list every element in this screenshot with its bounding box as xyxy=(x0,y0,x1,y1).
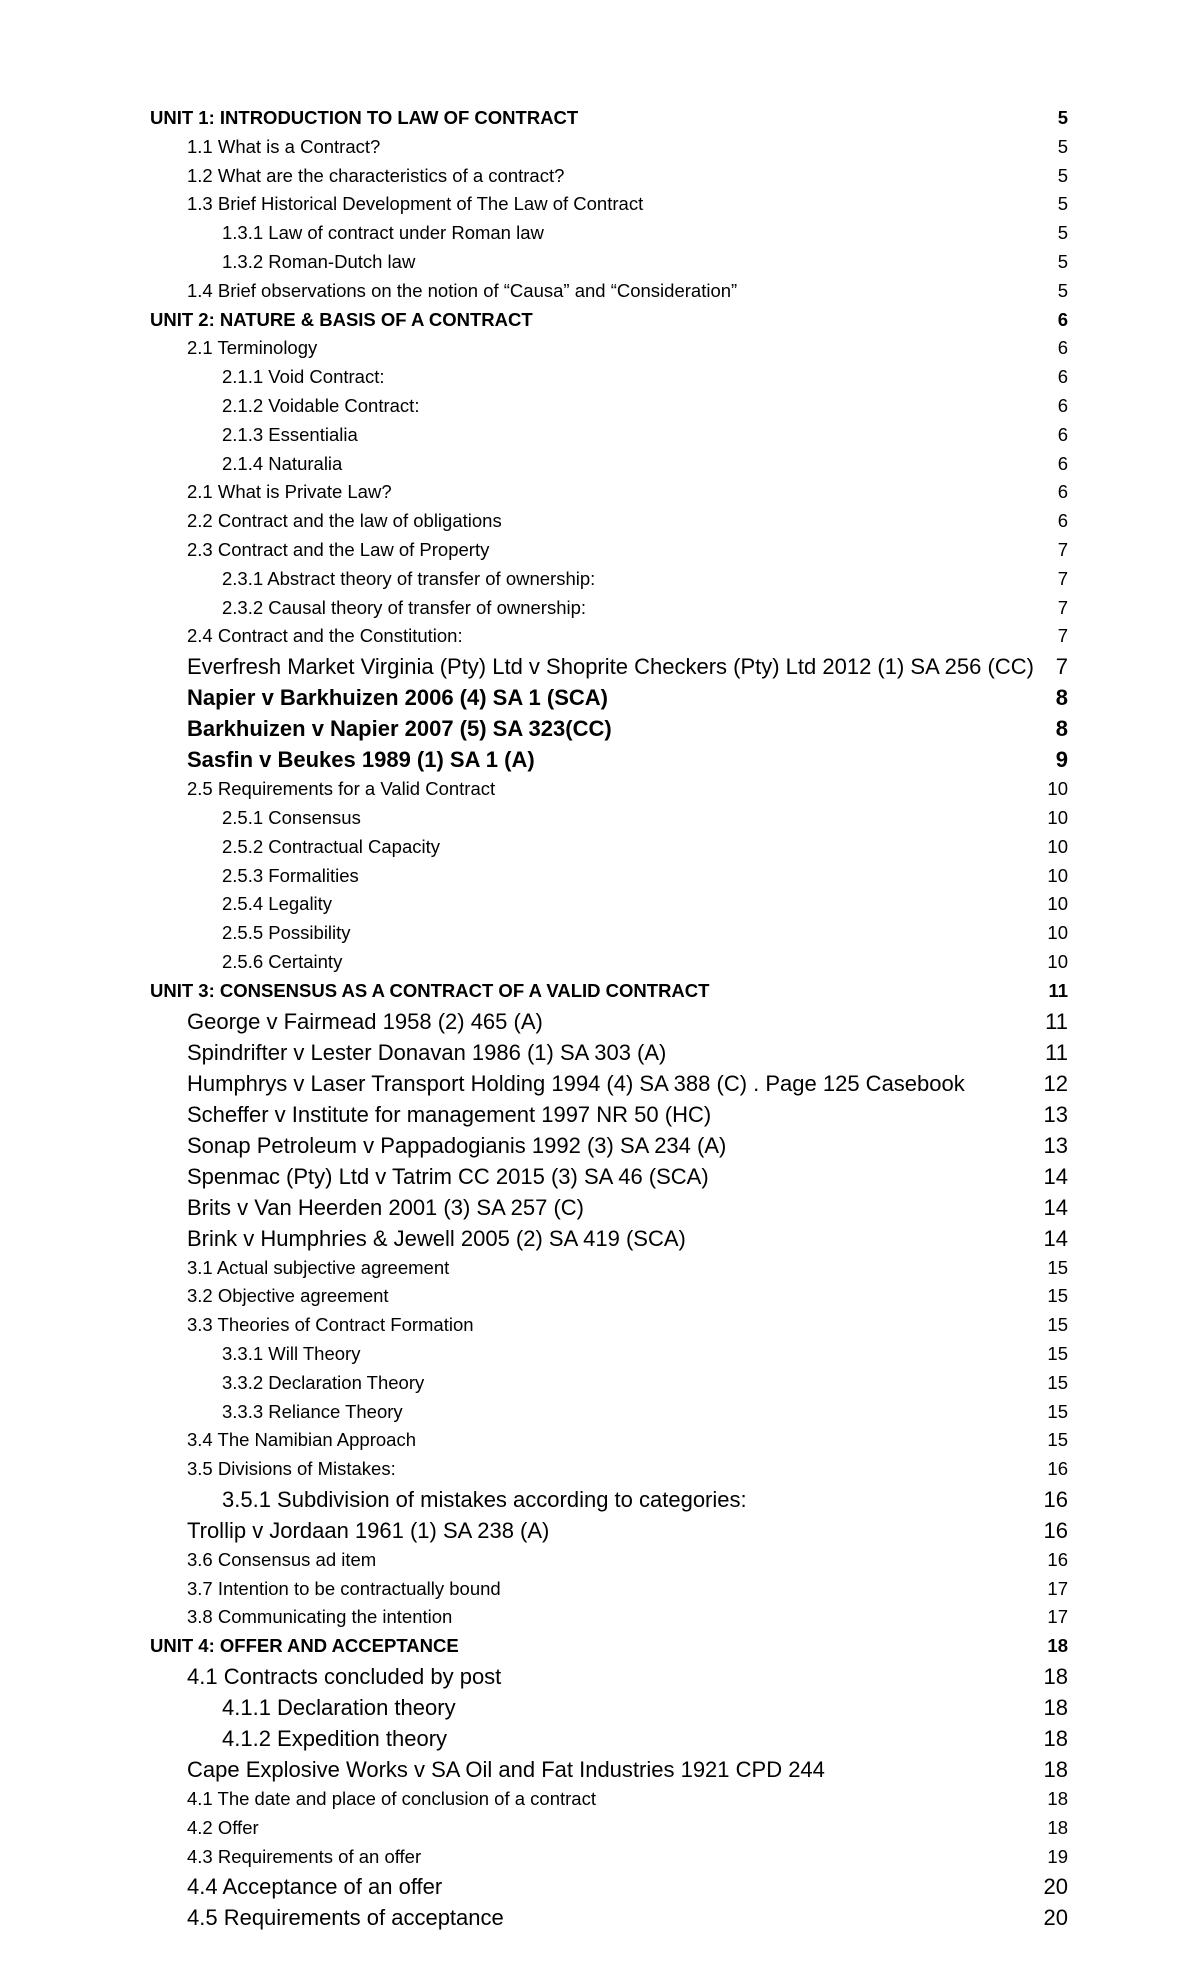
toc-entry-title: 2.5.3 Formalities xyxy=(222,864,359,886)
toc-entry[interactable] xyxy=(150,1130,1068,1161)
toc-page-number: 18 xyxy=(1047,1788,1068,1810)
toc-entry-title: 4.3 Requirements of an offer xyxy=(187,1845,422,1867)
toc-page-number: 15 xyxy=(1047,1256,1068,1278)
toc-entry[interactable] xyxy=(150,536,1068,565)
toc-entry[interactable] xyxy=(150,1661,1068,1692)
toc-entry-title: George v Fairmead 1958 (2) 465 (A) xyxy=(187,1008,543,1034)
toc-page-number: 13 xyxy=(1043,1101,1068,1127)
toc-entry-title: 2.5 Requirements for a Valid Contract xyxy=(187,778,496,800)
toc-page-number: 14 xyxy=(1043,1225,1068,1251)
toc-entry-title: Everfresh Market Virginia (Pty) Ltd v Shoprite Checkers (Pty) Ltd 2012 (1) SA 256 (CC) xyxy=(187,654,1034,680)
toc-entry[interactable] xyxy=(150,1398,1068,1427)
toc-entry-title: 2.1.3 Essentialia xyxy=(222,423,358,445)
toc-entry[interactable] xyxy=(150,833,1068,862)
toc-page-number: 5 xyxy=(1057,107,1068,128)
toc-entry-title: 3.2 Objective agreement xyxy=(187,1285,389,1307)
toc-entry[interactable] xyxy=(150,651,1068,682)
toc-entry[interactable] xyxy=(150,744,1068,775)
toc-entry[interactable] xyxy=(150,1282,1068,1311)
toc-entry[interactable] xyxy=(150,162,1068,191)
toc-entry-title: 2.5.6 Certainty xyxy=(222,950,343,972)
toc-page-number: 5 xyxy=(1057,222,1068,244)
toc-entry-title: UNIT 1: INTRODUCTION TO LAW OF CONTRACT xyxy=(150,107,579,128)
toc-entry[interactable] xyxy=(150,450,1068,479)
toc-entry-title: UNIT 2: NATURE & BASIS OF A CONTRACT xyxy=(150,308,533,330)
toc-entry-title: 3.5.1 Subdivision of mistakes according to categories: xyxy=(222,1486,747,1512)
toc-entry[interactable] xyxy=(150,392,1068,421)
toc-page-number: 10 xyxy=(1047,835,1068,857)
toc-unit-heading[interactable] xyxy=(150,104,1068,133)
toc-entry[interactable] xyxy=(150,1515,1068,1546)
toc-entry-title: 3.3.3 Reliance Theory xyxy=(222,1400,403,1422)
toc-entry-title: 1.2 What are the characteristics of a contract? xyxy=(187,164,565,186)
toc-entry-title: UNIT 4: OFFER AND ACCEPTANCE xyxy=(150,1635,459,1657)
toc-page-number: 16 xyxy=(1047,1458,1068,1480)
toc-entry-title: UNIT 3: CONSENSUS AS A CONTRACT OF A VALID CONTRACT xyxy=(150,979,710,1001)
toc-entry-title: Humphrys v Laser Transport Holding 1994 (4) SA 388 (C) . Page 125 Casebook xyxy=(187,1070,965,1096)
toc-entry-title: Scheffer v Institute for management 1997 NR 50 (HC) xyxy=(187,1101,712,1127)
toc-page-number: 7 xyxy=(1055,654,1068,680)
toc-entry-title: 4.4 Acceptance of an offer xyxy=(187,1874,443,1900)
toc-entry-title: 2.4 Contract and the Constitution: xyxy=(187,625,463,647)
toc-page-number: 18 xyxy=(1043,1695,1068,1721)
toc-entry-title: 2.3 Contract and the Law of Property xyxy=(187,538,490,560)
toc-entry[interactable] xyxy=(150,1785,1068,1814)
toc-entry-title: 2.5.1 Consensus xyxy=(222,806,361,828)
toc-page-number: 15 xyxy=(1047,1285,1068,1307)
toc-page-number: 7 xyxy=(1057,625,1068,647)
toc-page-number: 6 xyxy=(1057,366,1068,388)
toc-entry[interactable] xyxy=(150,804,1068,833)
toc-page-number: 10 xyxy=(1047,893,1068,915)
toc-entry-title: 2.1.1 Void Contract: xyxy=(222,366,385,388)
toc-entry[interactable] xyxy=(150,1546,1068,1575)
toc-page-number: 13 xyxy=(1043,1132,1068,1158)
toc-entry[interactable] xyxy=(150,1340,1068,1369)
toc-entry-title: 3.7 Intention to be contractually bound xyxy=(187,1577,501,1599)
toc-page-number: 18 xyxy=(1047,1635,1068,1657)
toc-entry[interactable] xyxy=(150,713,1068,744)
toc-entry-title: 3.6 Consensus ad item xyxy=(187,1548,377,1570)
toc-entry-title: 3.4 The Namibian Approach xyxy=(187,1429,417,1451)
toc-page-number: 17 xyxy=(1047,1577,1068,1599)
toc-entry-title: Brits v Van Heerden 2001 (3) SA 257 (C) xyxy=(187,1194,585,1220)
toc-page-number: 18 xyxy=(1043,1757,1068,1783)
toc-entry[interactable] xyxy=(150,919,1068,948)
toc-entry[interactable] xyxy=(150,1902,1068,1933)
toc-page-number: 18 xyxy=(1047,1816,1068,1838)
toc-unit-heading[interactable] xyxy=(150,306,1068,335)
toc-entry-title: 2.3.2 Causal theory of transfer of ownership: xyxy=(222,596,587,618)
toc-entry[interactable] xyxy=(150,334,1068,363)
toc-page-number: 5 xyxy=(1057,250,1068,272)
toc-page-number: 5 xyxy=(1057,135,1068,157)
toc-page-number: 5 xyxy=(1057,193,1068,215)
toc-entry[interactable] xyxy=(150,890,1068,919)
toc-entry[interactable] xyxy=(150,478,1068,507)
toc-entry[interactable] xyxy=(150,565,1068,594)
toc-page-number: 11 xyxy=(1045,1008,1068,1034)
toc-entry-title: Spenmac (Pty) Ltd v Tatrim CC 2015 (3) SA 46 (SCA) xyxy=(187,1163,709,1189)
toc-page-number: 15 xyxy=(1047,1371,1068,1393)
toc-entry[interactable] xyxy=(150,219,1068,248)
toc-page-number: 12 xyxy=(1043,1070,1068,1096)
toc-entry[interactable] xyxy=(150,421,1068,450)
toc-entry[interactable] xyxy=(150,1426,1068,1455)
toc-page-number: 15 xyxy=(1047,1400,1068,1422)
toc-entry[interactable] xyxy=(150,622,1068,651)
toc-entry-title: Spindrifter v Lester Donavan 1986 (1) SA 303 (A) xyxy=(187,1039,667,1065)
toc-entry[interactable] xyxy=(150,1311,1068,1340)
table-of-contents xyxy=(150,104,1068,1933)
toc-entry-title: 1.3 Brief Historical Development of The Law of Contract xyxy=(187,193,644,215)
toc-page-number: 14 xyxy=(1043,1163,1068,1189)
toc-entry-title: 1.3.2 Roman-Dutch law xyxy=(222,250,416,272)
toc-page-number: 10 xyxy=(1047,950,1068,972)
toc-entry[interactable] xyxy=(150,277,1068,306)
toc-page-number: 8 xyxy=(1055,685,1068,711)
toc-entry[interactable] xyxy=(150,1603,1068,1632)
toc-entry-title: 2.2 Contract and the law of obligations xyxy=(187,510,502,532)
toc-entry-title: 2.1.4 Naturalia xyxy=(222,452,343,474)
toc-entry-title: 4.5 Requirements of acceptance xyxy=(187,1905,504,1931)
toc-entry[interactable] xyxy=(150,1006,1068,1037)
toc-page-number: 17 xyxy=(1047,1606,1068,1628)
toc-page-number: 6 xyxy=(1057,394,1068,416)
toc-page-number: 9 xyxy=(1055,747,1068,773)
toc-unit-heading[interactable] xyxy=(150,977,1068,1006)
toc-page-number: 16 xyxy=(1043,1486,1068,1512)
toc-page-number: 6 xyxy=(1057,510,1068,532)
toc-entry-title: Sonap Petroleum v Pappadogianis 1992 (3) SA 234 (A) xyxy=(187,1132,727,1158)
toc-entry-title: 3.8 Communicating the intention xyxy=(187,1606,453,1628)
toc-page-number: 15 xyxy=(1047,1342,1068,1364)
toc-entry-title: Sasfin v Beukes 1989 (1) SA 1 (A) xyxy=(187,747,535,773)
toc-entry[interactable] xyxy=(150,1068,1068,1099)
toc-entry-title: 4.1 Contracts concluded by post xyxy=(187,1664,502,1690)
toc-entry-title: 4.1.2 Expedition theory xyxy=(222,1726,448,1752)
toc-page-number: 11 xyxy=(1045,1039,1068,1065)
toc-entry[interactable] xyxy=(150,1754,1068,1785)
toc-entry[interactable] xyxy=(150,1692,1068,1723)
toc-page-number: 10 xyxy=(1047,778,1068,800)
toc-entry[interactable] xyxy=(150,1455,1068,1484)
toc-entry-title: 4.2 Offer xyxy=(187,1816,259,1838)
toc-entry[interactable] xyxy=(150,190,1068,219)
toc-entry[interactable] xyxy=(150,594,1068,623)
toc-entry-title: Cape Explosive Works v SA Oil and Fat Industries 1921 CPD 244 xyxy=(187,1757,825,1783)
toc-unit-heading[interactable] xyxy=(150,1632,1068,1661)
toc-entry-title: Barkhuizen v Napier 2007 (5) SA 323(CC) xyxy=(187,716,612,742)
toc-entry[interactable] xyxy=(150,1099,1068,1130)
toc-entry[interactable] xyxy=(150,1843,1068,1872)
toc-entry[interactable] xyxy=(150,1223,1068,1254)
toc-entry[interactable] xyxy=(150,775,1068,804)
toc-page-number: 18 xyxy=(1043,1664,1068,1690)
toc-entry[interactable] xyxy=(150,248,1068,277)
toc-entry-title: 4.1.1 Declaration theory xyxy=(222,1695,456,1721)
toc-page-number: 5 xyxy=(1057,164,1068,186)
toc-entry-title: 2.5.4 Legality xyxy=(222,893,333,915)
toc-page-number: 6 xyxy=(1057,337,1068,359)
toc-page-number: 6 xyxy=(1057,308,1068,330)
toc-entry-title: 3.5 Divisions of Mistakes: xyxy=(187,1458,396,1480)
toc-entry-title: 1.1 What is a Contract? xyxy=(187,135,381,157)
toc-page-number: 7 xyxy=(1057,538,1068,560)
toc-page-number: 6 xyxy=(1057,452,1068,474)
toc-entry-title: 3.3.1 Will Theory xyxy=(222,1342,361,1364)
toc-entry-title: 2.1 Terminology xyxy=(187,337,318,359)
toc-entry[interactable] xyxy=(150,1161,1068,1192)
toc-page-number: 19 xyxy=(1047,1845,1068,1867)
toc-page-number: 20 xyxy=(1043,1874,1068,1900)
toc-entry-title: 2.1.2 Voidable Contract: xyxy=(222,394,420,416)
toc-page-number: 7 xyxy=(1057,567,1068,589)
toc-page-number: 10 xyxy=(1047,864,1068,886)
toc-entry-title: Napier v Barkhuizen 2006 (4) SA 1 (SCA) xyxy=(187,685,608,711)
toc-page-number: 18 xyxy=(1043,1726,1068,1752)
toc-entry-title: 3.3 Theories of Contract Formation xyxy=(187,1314,474,1336)
toc-entry-title: Trollip v Jordaan 1961 (1) SA 238 (A) xyxy=(187,1517,550,1543)
toc-entry[interactable] xyxy=(150,862,1068,891)
toc-entry-title: 2.5.5 Possibility xyxy=(222,922,351,944)
toc-entry-title: 1.3.1 Law of contract under Roman law xyxy=(222,222,544,244)
toc-entry-title: 4.1 The date and place of conclusion of a contract xyxy=(187,1788,596,1810)
toc-entry[interactable] xyxy=(150,1871,1068,1902)
toc-page-number: 10 xyxy=(1047,922,1068,944)
toc-page-number: 7 xyxy=(1057,596,1068,618)
toc-entry[interactable] xyxy=(150,1192,1068,1223)
toc-page-number: 5 xyxy=(1057,279,1068,301)
toc-entry-title: 3.1 Actual subjective agreement xyxy=(187,1256,450,1278)
toc-entry[interactable] xyxy=(150,1814,1068,1843)
toc-page-number: 16 xyxy=(1047,1548,1068,1570)
toc-entry-title: 2.1 What is Private Law? xyxy=(187,481,392,503)
toc-entry[interactable] xyxy=(150,1723,1068,1754)
toc-entry[interactable] xyxy=(150,1254,1068,1283)
toc-entry[interactable] xyxy=(150,363,1068,392)
toc-entry[interactable] xyxy=(150,1484,1068,1515)
toc-entry[interactable] xyxy=(150,682,1068,713)
toc-entry[interactable] xyxy=(150,1575,1068,1604)
toc-page-number: 11 xyxy=(1048,979,1068,1001)
toc-entry-title: Brink v Humphries & Jewell 2005 (2) SA 419 (SCA) xyxy=(187,1225,686,1251)
toc-page-number: 10 xyxy=(1047,806,1068,828)
toc-entry[interactable] xyxy=(150,133,1068,162)
toc-page-number: 14 xyxy=(1043,1194,1068,1220)
toc-entry[interactable] xyxy=(150,507,1068,536)
toc-entry-title: 1.4 Brief observations on the notion of “Causa” and “Consideration” xyxy=(187,279,738,301)
toc-entry-title: 2.5.2 Contractual Capacity xyxy=(222,835,441,857)
toc-entry[interactable] xyxy=(150,948,1068,977)
toc-page-number: 8 xyxy=(1055,716,1068,742)
toc-entry[interactable] xyxy=(150,1369,1068,1398)
toc-page-number: 15 xyxy=(1047,1314,1068,1336)
toc-entry-title: 3.3.2 Declaration Theory xyxy=(222,1371,425,1393)
toc-page-number: 6 xyxy=(1057,423,1068,445)
toc-entry[interactable] xyxy=(150,1037,1068,1068)
toc-page-number: 6 xyxy=(1057,481,1068,503)
toc-page-number: 15 xyxy=(1047,1429,1068,1451)
toc-page-number: 16 xyxy=(1043,1517,1068,1543)
toc-entry-title: 2.3.1 Abstract theory of transfer of ownership: xyxy=(222,567,596,589)
toc-page-number: 20 xyxy=(1043,1905,1068,1931)
